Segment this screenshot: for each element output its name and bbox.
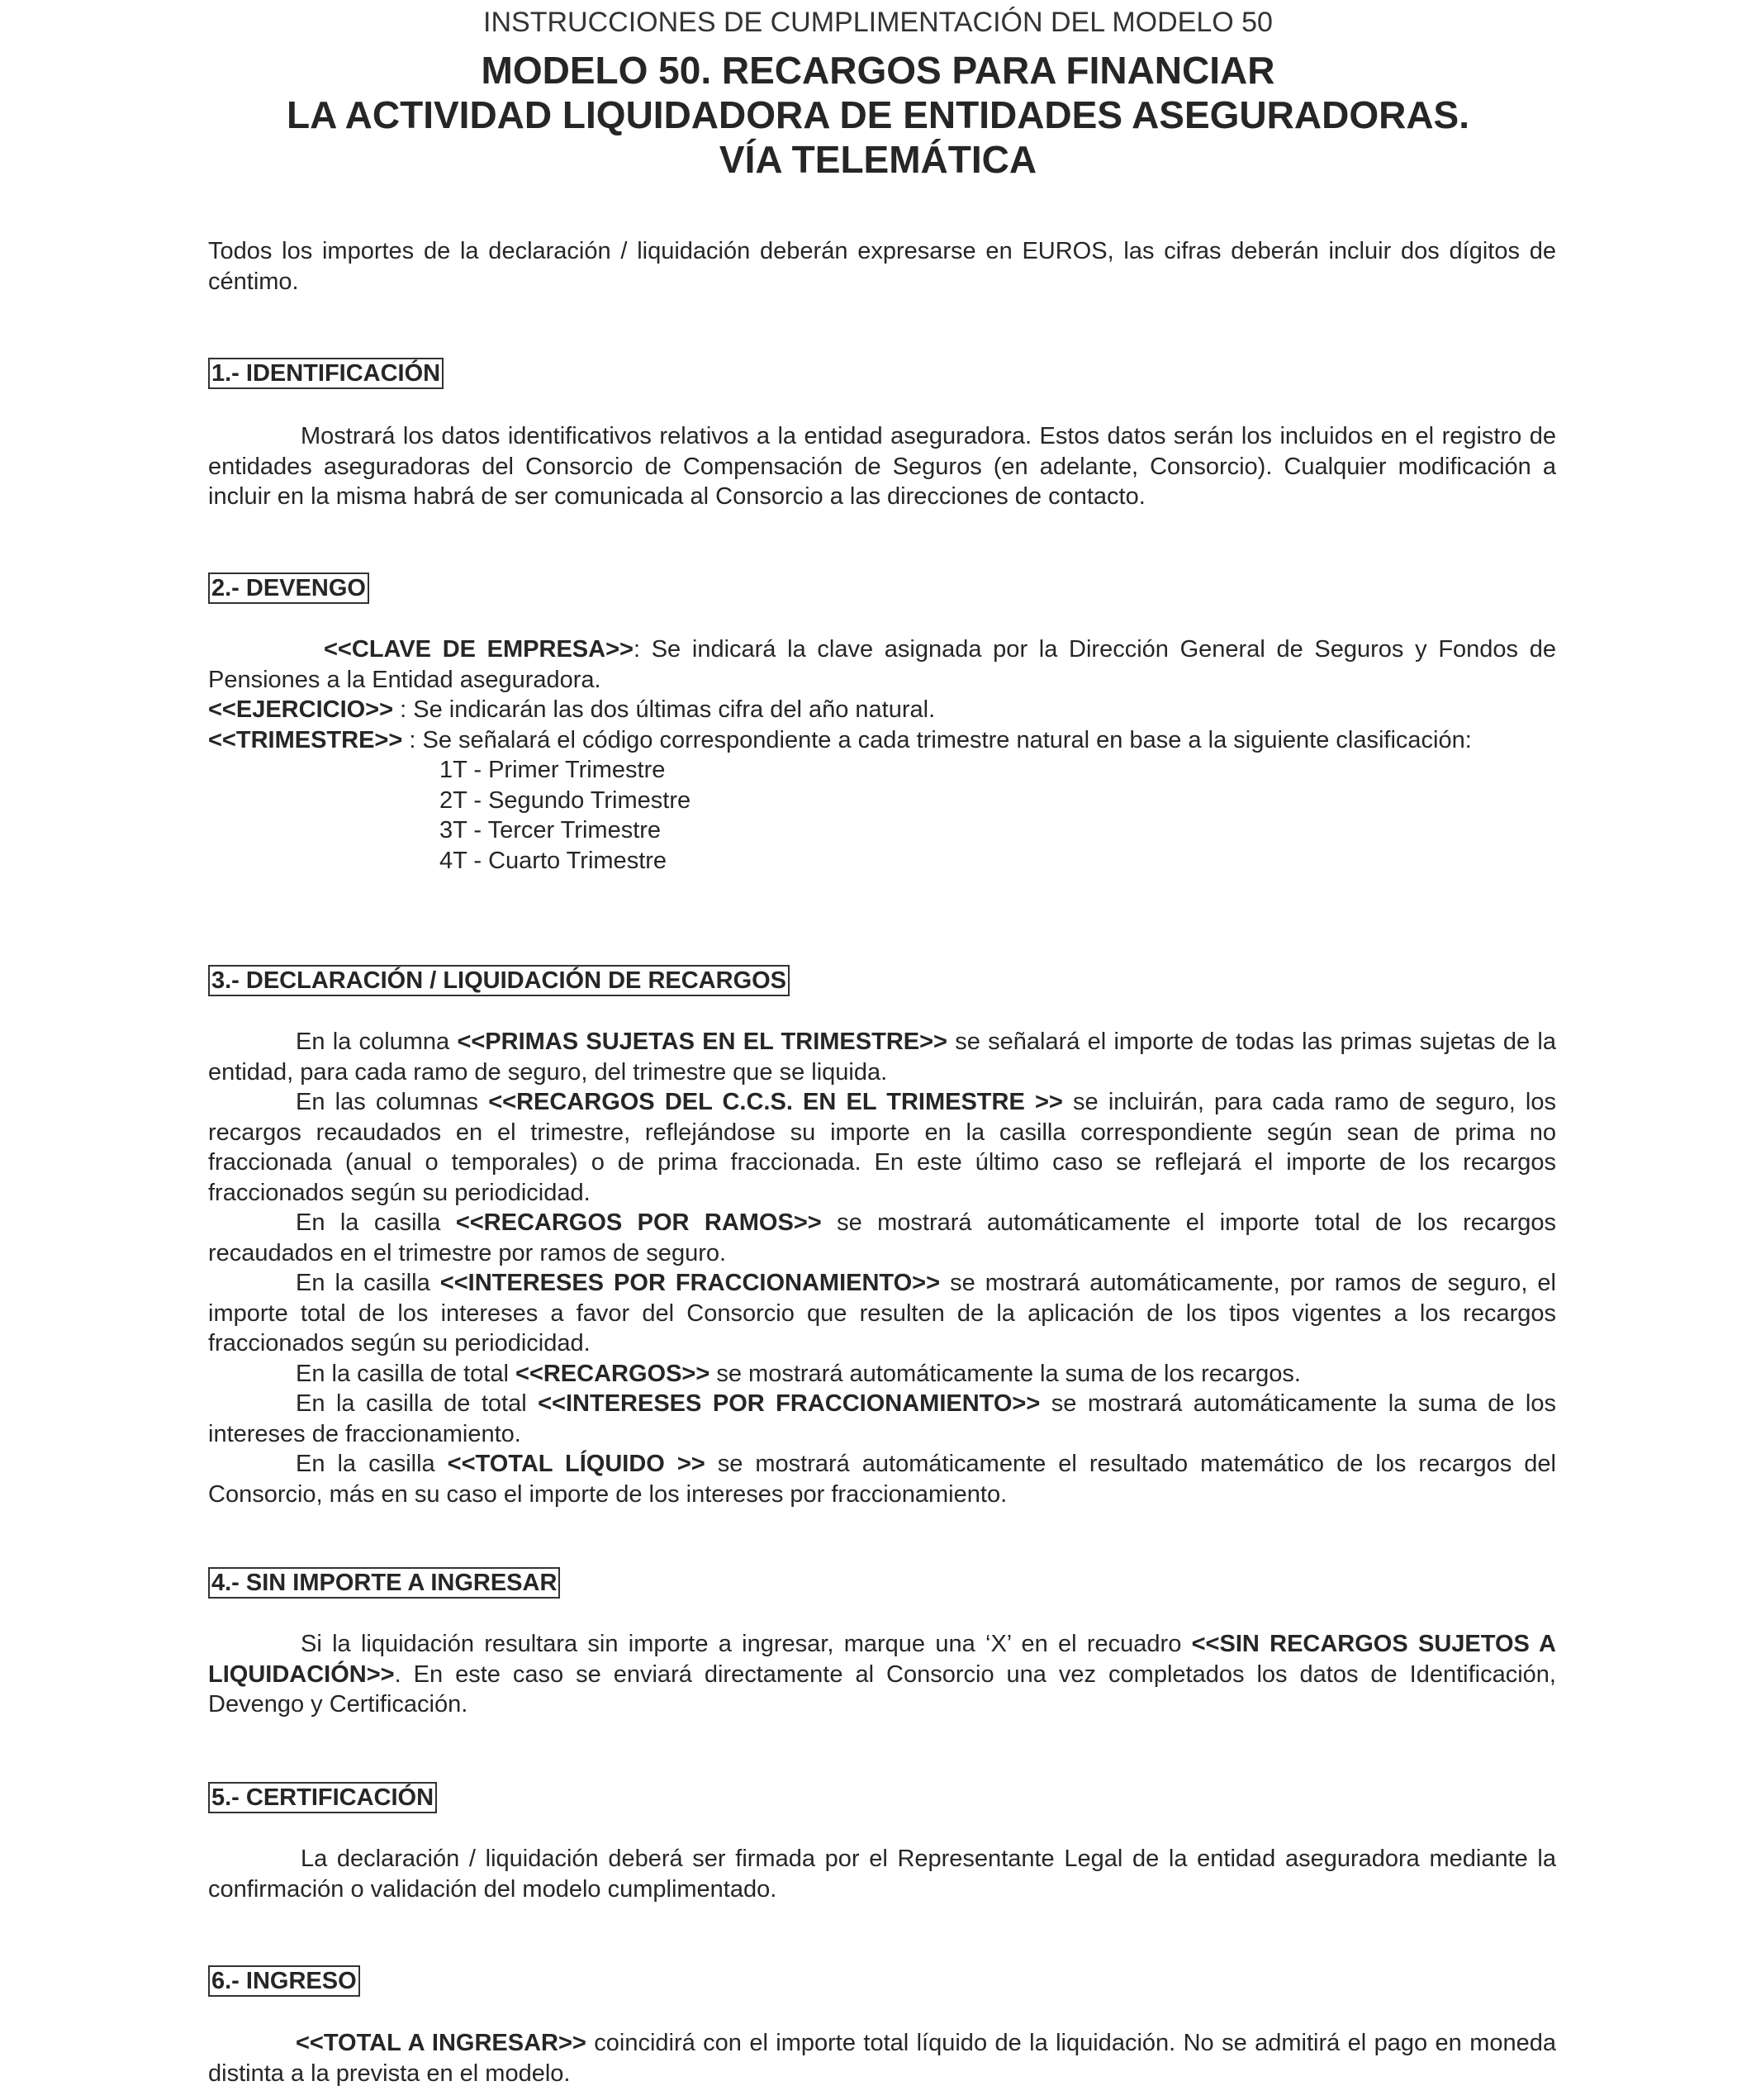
trimestre-paragraph: [208, 725, 1556, 756]
bold-term: <<RECARGOS DEL C.C.S. EN EL TRIMESTRE >>: [488, 1089, 1063, 1115]
section-sin-importe: [208, 1567, 1556, 1599]
clave-text: : Se indicará la clave asignada por la Dirección General de Seguros y Fondos de Pensiones a la Entidad aseguradora.: [208, 636, 1556, 693]
text-span: En la casilla: [296, 1451, 448, 1477]
trimestre-list: [208, 755, 1556, 876]
bold-term: <<INTERESES POR FRACCIONAMIENTO>>: [439, 1270, 941, 1296]
list-item: 4T - Cuarto Trimestre: [439, 847, 667, 874]
list-item: 2T - Segundo Trimestre: [439, 786, 691, 814]
section-certificacion-body: [208, 1844, 1556, 1904]
text-span: se mostrará automáticamente la suma de los recargos.: [710, 1360, 1301, 1387]
primas-paragraph: [208, 1027, 1556, 1087]
text-span: En la columna: [296, 1029, 458, 1055]
ejercicio-paragraph: [208, 695, 1556, 725]
section-heading: 3.- DECLARACIÓN / LIQUIDACIÓN DE RECARGOS: [208, 965, 790, 996]
recargos-columnas-paragraph: [208, 1087, 1556, 1208]
list-item: 1T - Primer Trimestre: [439, 757, 666, 783]
section-declaracion-body: [208, 1027, 1556, 1509]
bold-term: <<SIN RECARGOS SUJETOS A LIQUIDACIÓN>>: [208, 1631, 1557, 1688]
trimestre-label: <<TRIMESTRE>>: [208, 726, 403, 753]
bold-term: <<TOTAL A INGRESAR>>: [296, 2030, 586, 2056]
section-ingreso-body: [208, 2028, 1556, 2088]
section-ingreso: [208, 1965, 1556, 1997]
list-item: 3T - Tercer Trimestre: [439, 817, 662, 843]
bold-term: <<RECARGOS>>: [515, 1360, 710, 1387]
document-title: [0, 48, 1756, 182]
ejercicio-text: : Se indicarán las dos últimas cifra del año natural.: [393, 696, 936, 723]
text-span: En la casilla de total: [296, 1390, 539, 1417]
text-span: Si la liquidación resultara sin importe a ingresar, marque una ‘X’ en el recuadro: [301, 1631, 1192, 1657]
section-heading: 5.- CERTIFICACIÓN: [208, 1782, 437, 1813]
title-line-2: LA ACTIVIDAD LIQUIDADORA DE ENTIDADES ASEGURADORAS.: [287, 93, 1469, 136]
section-heading: 6.- INGRESO: [208, 1965, 360, 1997]
clave-label: <<CLAVE DE EMPRESA>>: [324, 636, 634, 663]
bold-term: <<PRIMAS SUJETAS EN EL TRIMESTRE>>: [457, 1029, 947, 1055]
bold-term: <<TOTAL LÍQUIDO >>: [447, 1451, 705, 1477]
section-heading: 2.- DEVENGO: [208, 573, 369, 604]
text-span: En la casilla de total: [296, 1360, 515, 1387]
text-span: En la casilla: [296, 1209, 456, 1236]
ingreso-paragraph: [208, 2028, 1556, 2088]
certificacion-paragraph: La declaración / liquidación deberá ser firmada por el Representante Legal de la entidad aseguradora mediante la confirmación o validación del modelo cumplimentado.: [208, 1846, 1556, 1903]
text-span: se mostrará automáticamente la suma de los intereses de fraccionamiento.: [208, 1390, 1557, 1447]
text-span: se mostrará automáticamente el resultado matemático de los recargos del Consorcio, más en su caso el importe de los intereses por fraccionamiento.: [208, 1451, 1556, 1508]
text-span: se mostrará automáticamente, por ramos de seguro, el importe total de los intereses a favor del Consorcio que resulten de la aplicación de los tipos vigentes a los recargos fraccionados según su periodicidad.: [208, 1270, 1556, 1356]
section-identificacion-body: [208, 421, 1556, 512]
section-heading: 1.- IDENTIFICACIÓN: [208, 358, 444, 389]
text-span: En las columnas: [296, 1089, 489, 1115]
text-span: . En este caso se enviará directamente al Consorcio una vez completados los datos de Identificación, Devengo y Certificación.: [208, 1661, 1556, 1718]
clave-paragraph: [208, 634, 1556, 695]
text-span: se señalará el importe de todas las primas sujetas de la entidad, para cada ramo de seguro, del trimestre que se liquida.: [208, 1029, 1556, 1086]
section-paragraph: Mostrará los datos identificativos relativos a la entidad aseguradora. Estos datos serán los incluidos en el registro de entidades aseguradoras del Consorcio de Compensación de Seguros (en adelante, Consorcio). Cualquier modificación a incluir en la misma habrá de ser comunicada al Consorcio a las direcciones de contacto.: [208, 423, 1556, 510]
text-span: coincidirá con el importe total líquido de la liquidación. No se admitirá el pago en moneda distinta a la prevista en el modelo.: [208, 2030, 1556, 2087]
section-devengo: [208, 573, 1556, 604]
total-liquido-paragraph: [208, 1449, 1556, 1509]
section-certificacion: [208, 1782, 1556, 1813]
intro-block: [208, 236, 1556, 297]
ejercicio-label: <<EJERCICIO>>: [208, 696, 394, 723]
recargos-ramos-paragraph: [208, 1208, 1556, 1268]
text-span: se mostrará automáticamente el importe total de los recargos recaudados en el trimestre por ramos de seguro.: [208, 1209, 1556, 1266]
section-sin-importe-body: [208, 1629, 1556, 1720]
section-heading: 4.- SIN IMPORTE A INGRESAR: [208, 1567, 560, 1599]
text-span: En la casilla: [296, 1270, 440, 1296]
sin-importe-paragraph: [208, 1629, 1556, 1720]
title-line-3: VÍA TELEMÁTICA: [719, 138, 1037, 181]
trimestre-text: : Se señalará el código correspondiente a cada trimestre natural en base a la siguiente clasificación:: [402, 726, 1472, 753]
intereses-paragraph: [208, 1268, 1556, 1359]
section-identificacion: [208, 358, 1556, 389]
document-header: INSTRUCCIONES DE CUMPLIMENTACIÓN DEL MODELO 50: [483, 7, 1273, 38]
text-span: se incluirán, para cada ramo de seguro, los recargos recaudados en el trimestre, reflejándose su importe en la casilla correspondiente según sean de prima no fraccionada (anual o temporales) o de prima fraccionada. En este último caso se reflejará el importe de los recargos fraccionados según su periodicidad.: [208, 1089, 1557, 1206]
total-intereses-paragraph: [208, 1389, 1556, 1449]
title-line-1: MODELO 50. RECARGOS PARA FINANCIAR: [481, 49, 1275, 92]
total-recargos-paragraph: [208, 1359, 1556, 1390]
bold-term: <<RECARGOS POR RAMOS>>: [455, 1209, 822, 1236]
section-devengo-body: [208, 634, 1556, 876]
intro-paragraph: Todos los importes de la declaración / liquidación deberán expresarse en EUROS, las cifras deberán incluir dos dígitos de céntimo.: [208, 238, 1556, 295]
section-declaracion: [208, 965, 1556, 996]
bold-term: <<INTERESES POR FRACCIONAMIENTO>>: [538, 1390, 1041, 1417]
